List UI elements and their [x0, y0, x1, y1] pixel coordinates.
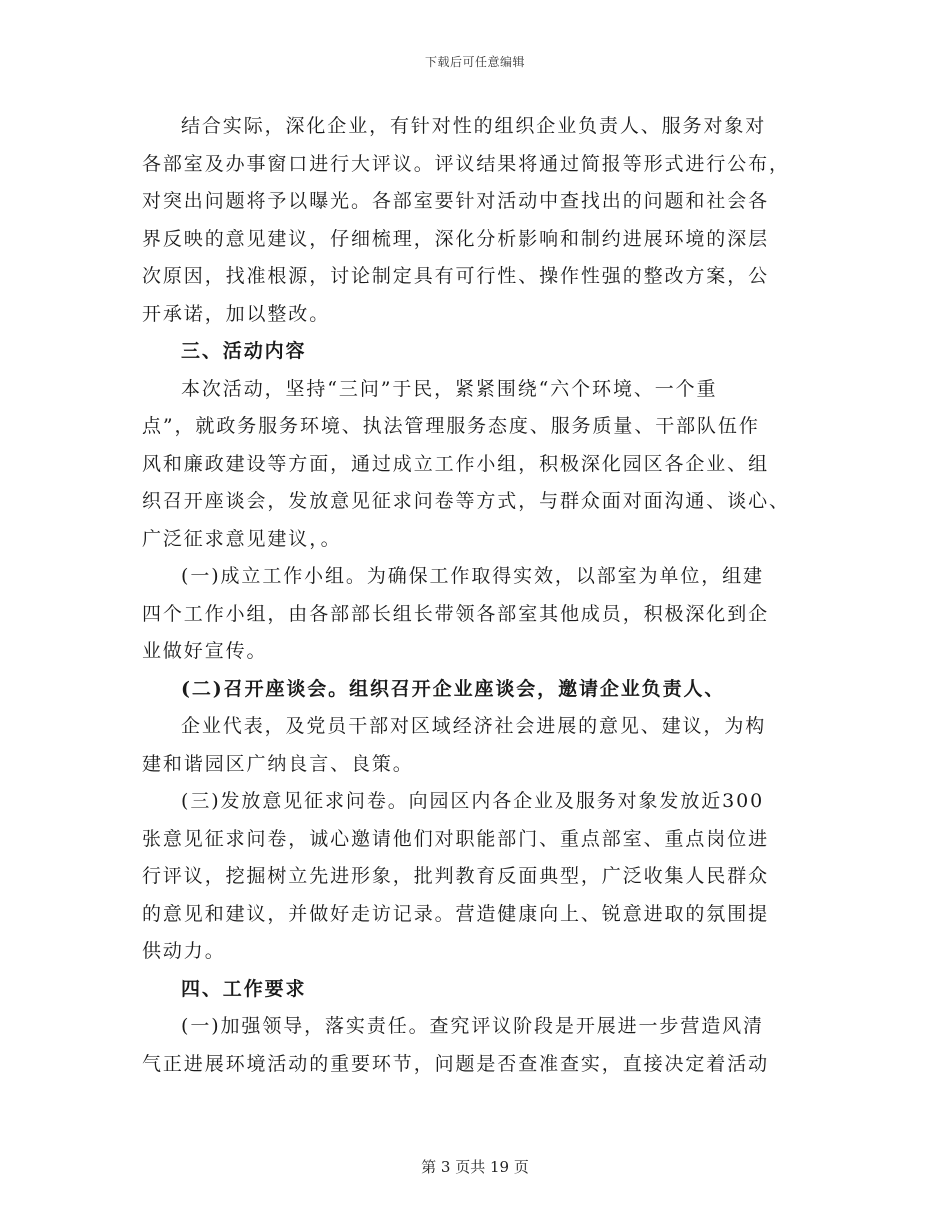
section-heading: (二)召开座谈会。组织召开企业座谈会，邀请企业负责人、 [181, 677, 726, 700]
section-heading: 三、活动内容 [181, 340, 307, 362]
paragraph-line: 次原因，找准根源，讨论制定具有可行性、操作性强的整改方案，公 [142, 265, 770, 287]
paragraph-line: 界反映的意见建议，仔细梳理，深化分析影响和制约进展环境的深层 [142, 227, 770, 250]
paragraph-line: 织召开座谈会，发放意见征求问卷等方式，与群众面对面沟通、谈心、 [142, 490, 790, 512]
paragraph-line: (一)成立工作小组。为确保工作取得实效，以部室为单位，组建 [181, 565, 764, 587]
paragraph-line: 的意见和建议，并做好走访记录。营造健康向上、锐意进取的氛围提 [142, 902, 770, 925]
paragraph-line: 行评议，挖掘树立先进形象，批判教育反面典型，广泛收集人民群众 [142, 865, 770, 887]
paragraph-line: 供动力。 [142, 940, 226, 962]
paragraph-line: 企业代表，及党员干部对区域经济社会进展的意见、建议，为构 [181, 715, 767, 737]
paragraph-line: 结合实际，深化企业，有针对性的组织企业负责人、服务对象对 [181, 115, 767, 137]
paragraph-line: 广泛征求意见建议，。 [142, 527, 342, 550]
paragraph-line: 点”，就政务服务环境、执法管理服务态度、服务质量、干部队伍作 [142, 415, 760, 437]
paragraph-line: 张意见征求问卷，诚心邀请他们对职能部门、重点部室、重点岗位进 [142, 827, 770, 850]
document-body [142, 108, 802, 1083]
paragraph-line: 本次活动，坚持“三问”于民，紧紧围绕“六个环境、一个重 [181, 377, 718, 400]
paragraph-line: 开承诺，加以整改。 [142, 302, 331, 325]
paragraph-line: 业做好宣传。 [142, 640, 268, 662]
paragraph-line: 各部室及办事窗口进行大评议。评议结果将通过简报等形式进行公布， [142, 152, 790, 175]
section-heading: 四、工作要求 [181, 977, 307, 1000]
paragraph-line: 风和廉政建设等方面，通过成立工作小组，积极深化园区各企业、组 [142, 452, 770, 475]
paragraph-line: 对突出问题将予以曝光。各部室要针对活动中查找出的问题和社会各 [142, 190, 770, 212]
paragraph-line: 建和谐园区广纳良言、良策。 [142, 752, 414, 775]
paragraph-line: 四个工作小组，由各部部长组长带领各部室其他成员，积极深化到企 [142, 602, 770, 625]
paragraph-line: (三)发放意见征求问卷。向园区内各企业及服务对象发放近300 [181, 790, 765, 812]
paragraph-line: 气正进展环境活动的重要环节，问题是否查准查实，直接决定着活动 [142, 1052, 770, 1075]
paragraph-line: (一)加强领导，落实责任。查究评议阶段是开展进一步营造风清 [181, 1015, 764, 1037]
page-header: 下载后可任意编辑 [424, 55, 525, 69]
page-number: 第 3 页共 19 页 [421, 1158, 529, 1176]
